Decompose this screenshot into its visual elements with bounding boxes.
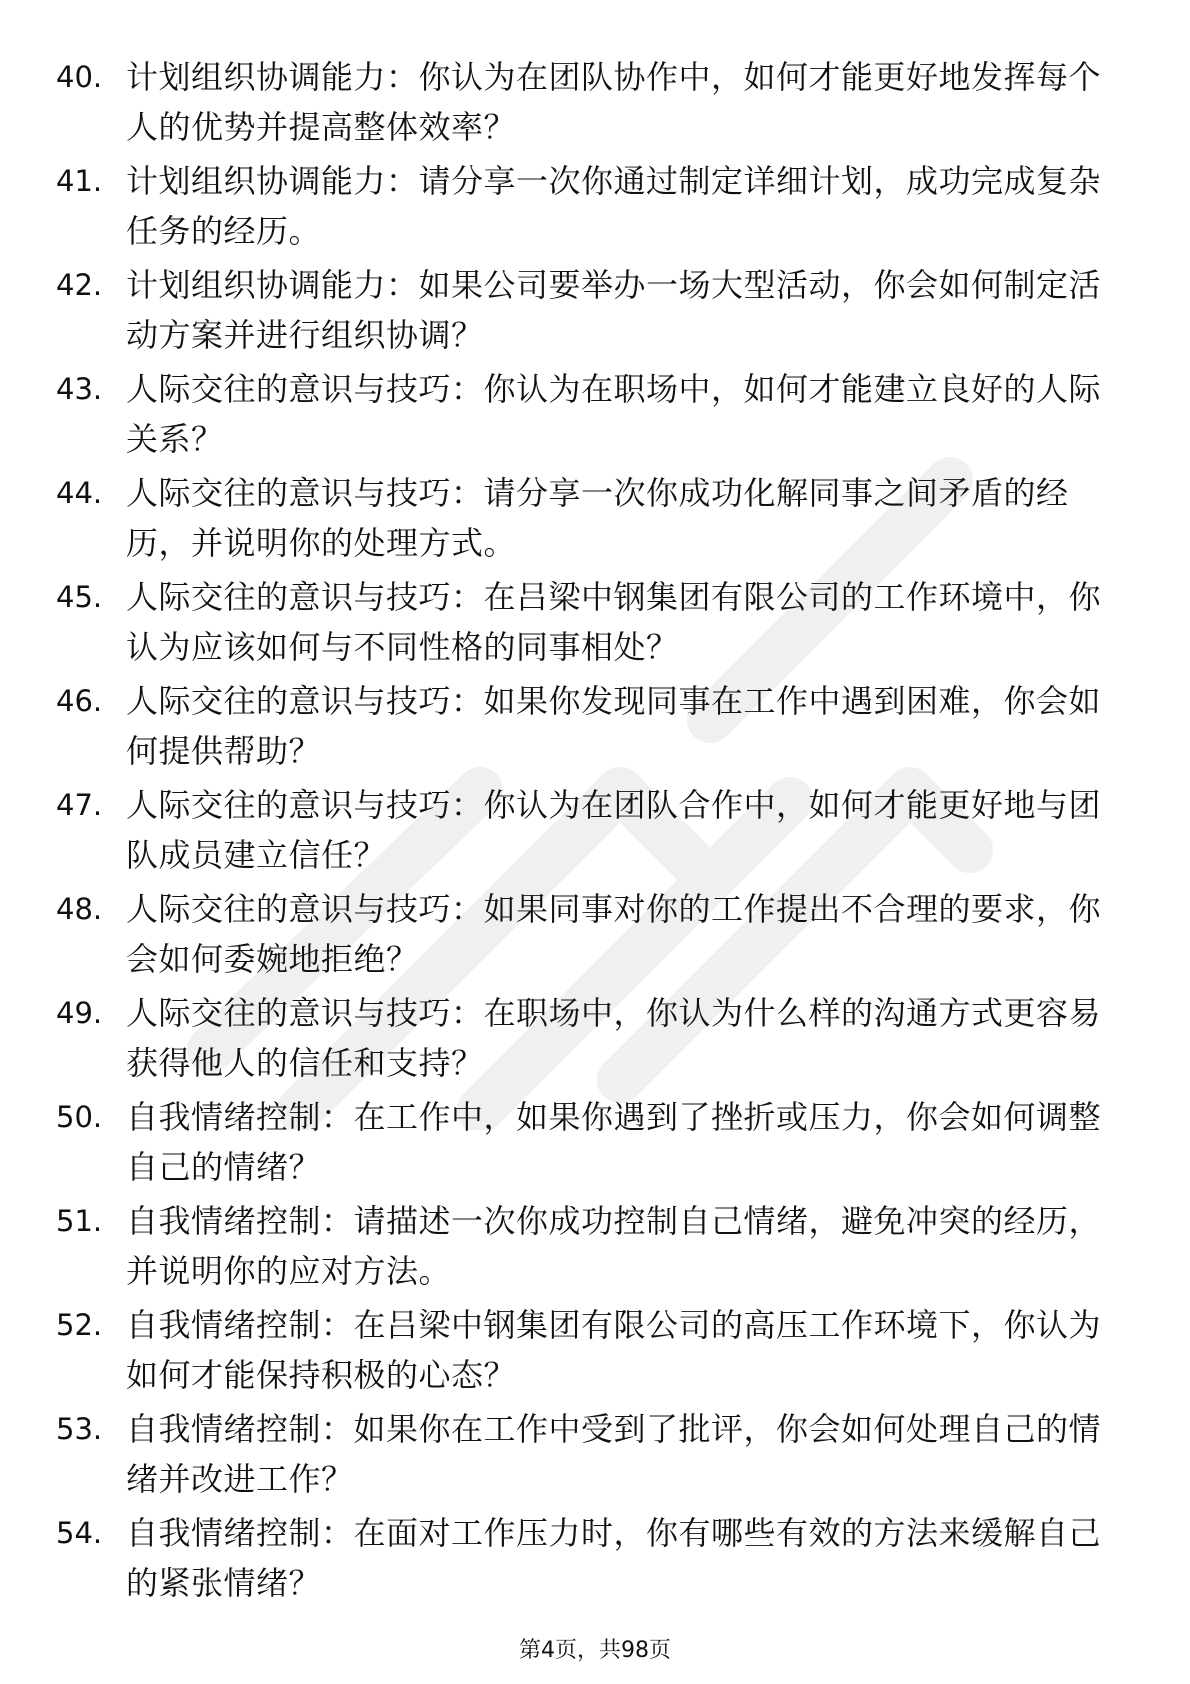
question-number: 50. <box>56 1100 103 1134</box>
question-text: 自我情绪控制：在吕梁中钢集团有限公司的高压工作环境下，你认为如何才能保持积极的心态？ <box>126 1306 1102 1394</box>
question-item <box>0 1508 1190 1612</box>
question-text: 人际交往的意识与技巧：你认为在职场中，如何才能建立良好的人际关系？ <box>126 370 1102 458</box>
question-item <box>0 1404 1190 1508</box>
question-number: 42. <box>56 268 103 302</box>
question-text: 人际交往的意识与技巧：你认为在团队合作中，如何才能更好地与团队成员建立信任？ <box>126 786 1102 874</box>
question-text: 计划组织协调能力：你认为在团队协作中，如何才能更好地发挥每个人的优势并提高整体效率？ <box>126 58 1102 146</box>
question-item <box>0 572 1190 676</box>
question-item <box>0 1300 1190 1404</box>
question-text: 自我情绪控制：在工作中，如果你遇到了挫折或压力，你会如何调整自己的情绪？ <box>126 1098 1102 1186</box>
question-number: 43. <box>56 372 103 406</box>
question-text: 人际交往的意识与技巧：如果你发现同事在工作中遇到困难，你会如何提供帮助？ <box>126 682 1102 770</box>
question-number: 41. <box>56 164 103 198</box>
question-item <box>0 364 1190 468</box>
question-item <box>0 988 1190 1092</box>
question-text: 人际交往的意识与技巧：在吕梁中钢集团有限公司的工作环境中，你认为应该如何与不同性格的同事相处？ <box>126 578 1102 666</box>
question-item <box>0 468 1190 572</box>
question-item <box>0 260 1190 364</box>
question-item <box>0 156 1190 260</box>
question-text: 计划组织协调能力：如果公司要举办一场大型活动，你会如何制定活动方案并进行组织协调？ <box>126 266 1102 354</box>
question-item <box>0 52 1190 156</box>
question-item <box>0 1092 1190 1196</box>
question-text: 自我情绪控制：请描述一次你成功控制自己情绪，避免冲突的经历，并说明你的应对方法。 <box>126 1202 1102 1290</box>
question-number: 46. <box>56 684 103 718</box>
question-number: 40. <box>56 60 103 94</box>
question-text: 计划组织协调能力：请分享一次你通过制定详细计划，成功完成复杂任务的经历。 <box>126 162 1102 250</box>
question-number: 44. <box>56 476 103 510</box>
question-number: 45. <box>56 580 103 614</box>
question-item <box>0 676 1190 780</box>
question-number: 52. <box>56 1308 103 1342</box>
question-number: 51. <box>56 1204 103 1238</box>
question-text: 人际交往的意识与技巧：在职场中，你认为什么样的沟通方式更容易获得他人的信任和支持？ <box>126 994 1102 1082</box>
question-text: 人际交往的意识与技巧：请分享一次你成功化解同事之间矛盾的经历，并说明你的处理方式。 <box>126 474 1069 562</box>
question-number: 47. <box>56 788 103 822</box>
question-item <box>0 884 1190 988</box>
question-item <box>0 1196 1190 1300</box>
question-number: 54. <box>56 1516 103 1550</box>
question-number: 49. <box>56 996 103 1030</box>
question-text: 人际交往的意识与技巧：如果同事对你的工作提出不合理的要求，你会如何委婉地拒绝？ <box>126 890 1102 978</box>
question-item <box>0 780 1190 884</box>
question-number: 48. <box>56 892 103 926</box>
question-list <box>0 52 1190 1612</box>
question-number: 53. <box>56 1412 103 1446</box>
page-footer: 第4页，共98页 <box>519 1638 671 1663</box>
question-text: 自我情绪控制：在面对工作压力时，你有哪些有效的方法来缓解自己的紧张情绪？ <box>126 1514 1102 1602</box>
question-text: 自我情绪控制：如果你在工作中受到了批评，你会如何处理自己的情绪并改进工作？ <box>126 1410 1102 1498</box>
